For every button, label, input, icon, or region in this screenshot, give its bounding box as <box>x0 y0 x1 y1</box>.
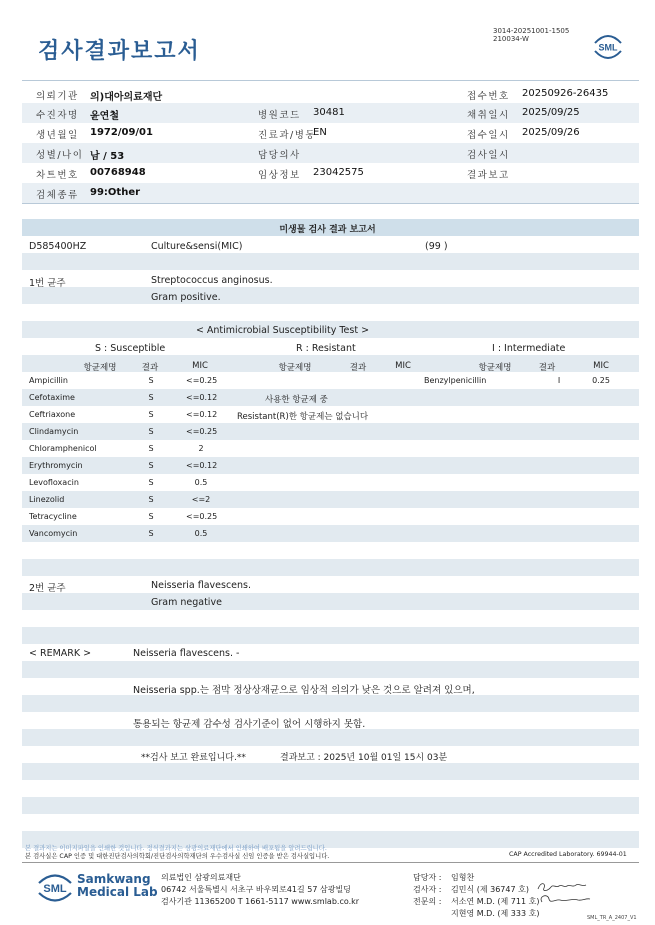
page-title: 검사결과보고서 <box>38 39 201 64</box>
drug-mic: 0.5 <box>194 529 208 538</box>
staff-value-4: 지현영 M.D. (제 333 호) <box>451 909 540 918</box>
drug3-name: Benzylpenicillin <box>424 376 487 385</box>
patient-label2: 담당의사 <box>258 150 301 161</box>
report-time: 결과보고 : 2025년 10월 01일 15시 03분 <box>280 753 448 763</box>
patient-value1: 윤연철 <box>90 111 119 122</box>
remark-line-2: Neisseria spp.는 점막 정상상재균으로 임상적 의의가 낮은 것으로 알려져 있으며, <box>133 685 475 696</box>
drug-mic: <=0.12 <box>186 461 218 470</box>
footer-divider <box>22 862 639 863</box>
band <box>22 423 639 440</box>
legend-susceptible: S : Susceptible <box>95 343 166 354</box>
drug-mic: <=0.25 <box>186 376 218 385</box>
drug-name: Linezolid <box>29 495 65 504</box>
band <box>22 559 639 576</box>
band <box>22 253 639 270</box>
organism-1-name: Streptococcus anginosus. <box>151 275 273 286</box>
document-number <box>493 27 569 43</box>
org-name: 의료법인 삼광의료재단 <box>161 873 241 882</box>
staff-value-1: 임형찬 <box>451 873 475 882</box>
footer-logo-text: SML <box>43 883 67 895</box>
org-address: 06742 서울특별시 서초구 바우뫼로41길 57 삼광빌딩 <box>161 885 351 894</box>
drug-mic: 2 <box>198 444 204 453</box>
cap-accreditation: CAP Accredited Laboratory. 69944-01 <box>509 851 627 858</box>
patient-value2: 30481 <box>313 107 345 118</box>
drug-name: Tetracycline <box>29 512 77 521</box>
patient-value3: 2025/09/25 <box>522 107 580 118</box>
test-number: (99 ) <box>425 241 448 252</box>
drug-result: S <box>148 461 154 470</box>
organism-1-label: 1번 균주 <box>29 278 66 289</box>
band <box>22 661 639 678</box>
organism-1-gram: Gram positive. <box>151 292 221 303</box>
col-drug-3: 항균제명 <box>478 363 512 373</box>
band <box>22 729 639 746</box>
patient-value1: 1972/09/01 <box>90 127 153 138</box>
drug3-mic: 0.25 <box>592 376 610 385</box>
logo-text: SML <box>598 42 618 53</box>
col-mic-1: MIC <box>192 361 208 371</box>
drug-result: S <box>148 495 154 504</box>
band <box>22 797 639 814</box>
col-result-1: 결과 <box>141 363 159 373</box>
resistance-note-1: 사용한 항균제 중 <box>265 395 328 405</box>
drug-mic: <=0.12 <box>186 410 218 419</box>
org-contact: 검사기관 11365200 T 1661-5117 www.smlab.co.kr <box>161 897 360 906</box>
brand-line-1: Samkwang <box>77 872 151 886</box>
sml-logo-icon <box>592 33 624 61</box>
col-drug-2: 항균제명 <box>278 363 312 373</box>
drug3-result: I <box>557 376 561 385</box>
drug-mic: 0.5 <box>194 478 208 487</box>
patient-label3: 접수번호 <box>467 91 510 102</box>
remark-label: < REMARK > <box>29 648 92 659</box>
band <box>22 287 639 304</box>
col-drug-1: 항균제명 <box>83 363 117 373</box>
drug-name: Vancomycin <box>29 529 78 538</box>
patient-label3: 검사일시 <box>467 150 510 161</box>
patient-label2: 진료과/병동 <box>258 130 317 141</box>
drug-mic: <=0.25 <box>186 512 218 521</box>
patient-label1: 차트번호 <box>36 170 79 181</box>
band <box>22 763 639 780</box>
patient-label2: 병원코드 <box>258 110 301 121</box>
patient-row <box>22 84 639 104</box>
document-number-1: 3014-20251001-1505 <box>493 27 570 35</box>
drug-name: Erythromycin <box>29 461 83 470</box>
patient-label1: 수진자명 <box>36 110 79 121</box>
drug-result: S <box>148 444 154 453</box>
band <box>22 457 639 474</box>
drug-result: S <box>148 376 154 385</box>
drug-name: Clindamycin <box>29 427 79 436</box>
patient-value2: EN <box>313 127 327 138</box>
staff-value-3: 서소연 M.D. (제 711 호) <box>451 897 540 906</box>
band <box>22 627 639 644</box>
band <box>22 593 639 610</box>
drug-result: S <box>148 512 154 521</box>
patient-value2: 23042575 <box>313 167 364 178</box>
report-complete: **검사 보고 완료입니다.** <box>141 753 246 763</box>
patient-value3: 20250926-26435 <box>522 88 609 99</box>
patient-label1: 생년월일 <box>36 130 79 141</box>
col-mic-2: MIC <box>395 361 411 371</box>
brand-name <box>77 873 158 899</box>
drug-mic: <=0.25 <box>186 427 218 436</box>
staff-label-2: 검사자 : <box>413 885 442 894</box>
resistance-note-2: Resistant(R)한 항균제는 없습니다 <box>237 412 369 422</box>
patient-row <box>22 183 639 203</box>
patient-label3: 접수일시 <box>467 130 510 141</box>
organism-2-name: Neisseria flavescens. <box>151 580 252 591</box>
brand-line-2: Medical Lab <box>77 885 158 899</box>
patient-label1: 검체종류 <box>36 190 79 201</box>
patient-label3: 결과보고 <box>467 170 510 181</box>
drug-result: S <box>148 393 154 402</box>
remark-line-1: Neisseria flavescens. - <box>133 648 240 659</box>
organism-2-label: 2번 균주 <box>29 583 66 594</box>
patient-label1: 의뢰기관 <box>36 91 79 102</box>
patient-label1: 성별/나이 <box>36 150 84 161</box>
staff-value-2: 김민식 (제 36747 호) <box>451 885 529 894</box>
patient-row <box>22 163 639 183</box>
drug-result: S <box>148 427 154 436</box>
document-number-2: 210034-W <box>493 35 529 43</box>
band <box>22 389 639 406</box>
col-result-3: 결과 <box>538 363 556 373</box>
band <box>22 525 639 542</box>
patient-row <box>22 103 639 123</box>
accreditation-notice: 본 검사실은 CAP 인증 및 대한진단검사의학회/진단검사의학재단의 우수검사실 신임 인증을 받은 검사실입니다. <box>25 853 330 860</box>
header-divider-top <box>22 80 639 81</box>
patient-value1: 99:Other <box>90 187 141 198</box>
patient-row <box>22 123 639 143</box>
form-code: SML_TR_A_2407_V1 <box>587 915 637 921</box>
footer-sml-logo-icon <box>36 872 74 904</box>
organism-2-gram: Gram negative <box>151 597 222 608</box>
drug-result: S <box>148 478 154 487</box>
drug-name: Chloramphenicol <box>29 444 97 453</box>
staff-label-1: 담당자 : <box>413 873 442 882</box>
col-mic-3: MIC <box>593 361 609 371</box>
drug-name: Levofloxacin <box>29 478 79 487</box>
patient-label3: 채취일시 <box>467 110 510 121</box>
drug-name: Ampicillin <box>29 376 68 385</box>
patient-label2: 임상정보 <box>258 170 301 181</box>
col-result-2: 결과 <box>349 363 367 373</box>
ast-title: < Antimicrobial Susceptibility Test > <box>195 325 370 336</box>
print-notice: 본 결과지는 이미지파일을 인쇄한 것입니다. 정식결과지는 삼광의료재단에서 인쇄하여 배포됨을 알려드립니다. <box>25 845 327 852</box>
legend-resistant: R : Resistant <box>296 343 356 354</box>
section-title: 미생물 검사 결과 보고서 <box>279 225 376 235</box>
drug-result: S <box>148 410 154 419</box>
drug-name: Cefotaxime <box>29 393 75 402</box>
staff-label-3: 전문의 : <box>413 897 442 906</box>
signature-icon <box>536 879 592 909</box>
drug-result: S <box>148 529 154 538</box>
band <box>22 695 639 712</box>
drug-mic: <=0.12 <box>186 393 218 402</box>
patient-value3: 2025/09/26 <box>522 127 580 138</box>
remark-line-3: 통용되는 항균제 감수성 검사기준이 없어 시행하지 못함. <box>133 719 366 730</box>
legend-intermediate: I : Intermediate <box>492 343 566 354</box>
drug-mic: <=2 <box>191 495 211 504</box>
test-name: Culture&sensi(MIC) <box>151 241 243 252</box>
test-code: D585400HZ <box>29 241 87 252</box>
header-divider-bottom <box>22 203 639 204</box>
band <box>22 491 639 508</box>
patient-value1: 00768948 <box>90 167 146 178</box>
patient-value1: 남 / 53 <box>90 151 125 162</box>
patient-value1: 의)대아의료재단 <box>90 92 163 103</box>
patient-row <box>22 143 639 163</box>
drug-name: Ceftriaxone <box>29 410 76 419</box>
